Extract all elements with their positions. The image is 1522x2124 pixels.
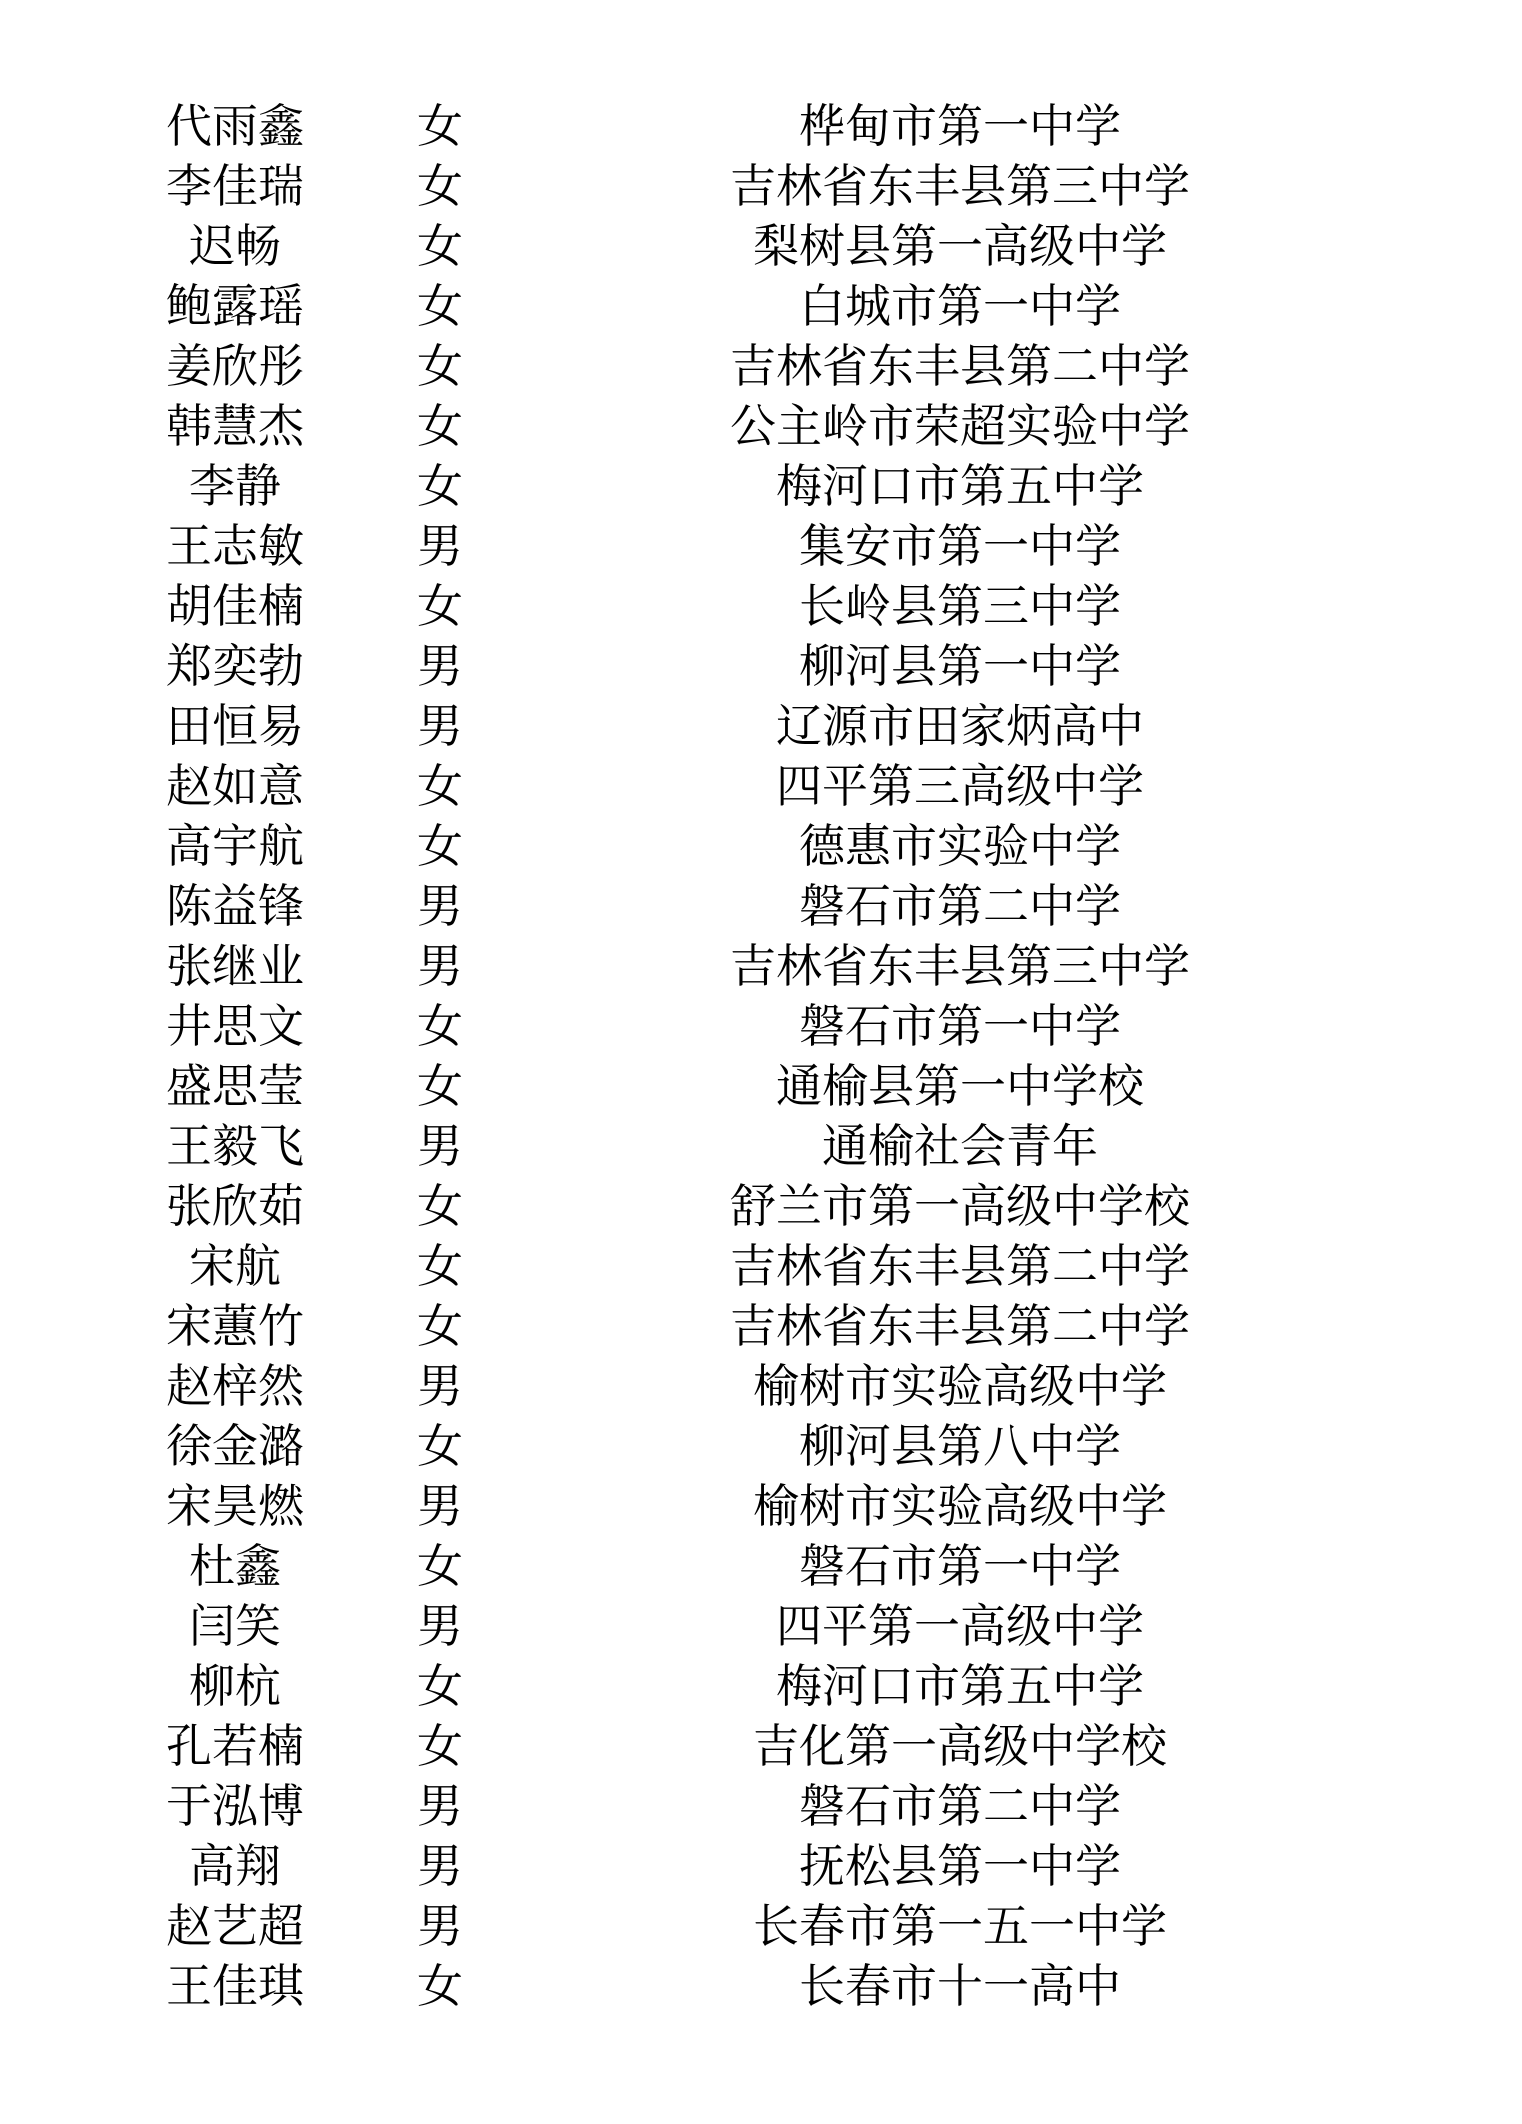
roster-row bbox=[0, 96, 1522, 156]
student-gender: 男 bbox=[417, 879, 463, 933]
student-school: 辽源市田家炳高中 bbox=[776, 699, 1144, 753]
student-school: 吉化第一高级中学校 bbox=[753, 1719, 1167, 1773]
student-name: 迟畅 bbox=[189, 219, 281, 273]
student-name: 张欣茹 bbox=[166, 1179, 304, 1233]
roster-row bbox=[0, 1716, 1522, 1776]
roster-row bbox=[0, 1416, 1522, 1476]
roster-row bbox=[0, 456, 1522, 516]
roster-row bbox=[0, 276, 1522, 336]
roster-row bbox=[0, 756, 1522, 816]
student-name: 盛思莹 bbox=[166, 1059, 304, 1113]
student-name: 赵艺超 bbox=[166, 1899, 304, 1953]
student-gender: 女 bbox=[417, 279, 463, 333]
roster-row bbox=[0, 576, 1522, 636]
student-gender: 女 bbox=[417, 1959, 463, 2013]
student-school: 长岭县第三中学 bbox=[799, 579, 1121, 633]
student-gender: 女 bbox=[417, 1419, 463, 1473]
student-name: 田恒易 bbox=[166, 699, 304, 753]
roster-row bbox=[0, 1836, 1522, 1896]
student-name: 王志敏 bbox=[166, 519, 304, 573]
student-gender: 男 bbox=[417, 639, 463, 693]
student-gender: 女 bbox=[417, 1539, 463, 1593]
roster-row bbox=[0, 636, 1522, 696]
student-gender: 男 bbox=[417, 1359, 463, 1413]
student-name: 赵梓然 bbox=[166, 1359, 304, 1413]
roster-row bbox=[0, 1896, 1522, 1956]
student-gender: 女 bbox=[417, 219, 463, 273]
student-gender: 女 bbox=[417, 1179, 463, 1233]
student-school: 榆树市实验高级中学 bbox=[753, 1479, 1167, 1533]
student-school: 桦甸市第一中学 bbox=[799, 99, 1121, 153]
roster-row bbox=[0, 876, 1522, 936]
student-name: 陈益锋 bbox=[166, 879, 304, 933]
student-school: 梅河口市第五中学 bbox=[776, 1659, 1144, 1713]
student-gender: 男 bbox=[417, 1899, 463, 1953]
student-gender: 男 bbox=[417, 1119, 463, 1173]
student-gender: 男 bbox=[417, 699, 463, 753]
student-school: 公主岭市荣超实验中学 bbox=[730, 399, 1190, 453]
student-school: 柳河县第一中学 bbox=[799, 639, 1121, 693]
student-school: 舒兰市第一高级中学校 bbox=[730, 1179, 1190, 1233]
student-school: 抚松县第一中学 bbox=[799, 1839, 1121, 1893]
roster-row bbox=[0, 1776, 1522, 1836]
student-school: 梨树县第一高级中学 bbox=[753, 219, 1167, 273]
student-school: 磐石市第二中学 bbox=[799, 1779, 1121, 1833]
roster-row bbox=[0, 396, 1522, 456]
student-gender: 女 bbox=[417, 1059, 463, 1113]
student-name: 杜鑫 bbox=[189, 1539, 281, 1593]
roster-row bbox=[0, 1356, 1522, 1416]
student-name: 井思文 bbox=[166, 999, 304, 1053]
student-name: 韩慧杰 bbox=[166, 399, 304, 453]
student-name: 李佳瑞 bbox=[166, 159, 304, 213]
student-school: 磐石市第一中学 bbox=[799, 999, 1121, 1053]
roster-row bbox=[0, 516, 1522, 576]
student-school: 四平第一高级中学 bbox=[776, 1599, 1144, 1653]
roster-row bbox=[0, 696, 1522, 756]
student-name: 柳杭 bbox=[189, 1659, 281, 1713]
student-school: 长春市第一五一中学 bbox=[753, 1899, 1167, 1953]
student-name: 王毅飞 bbox=[166, 1119, 304, 1173]
student-name: 宋蕙竹 bbox=[166, 1299, 304, 1353]
student-name: 闫笑 bbox=[189, 1599, 281, 1653]
roster-row bbox=[0, 996, 1522, 1056]
roster-row bbox=[0, 1536, 1522, 1596]
student-roster bbox=[0, 96, 1522, 2016]
roster-row bbox=[0, 936, 1522, 996]
student-name: 宋昊燃 bbox=[166, 1479, 304, 1533]
student-school: 吉林省东丰县第二中学 bbox=[730, 339, 1190, 393]
student-school: 德惠市实验中学 bbox=[799, 819, 1121, 873]
student-school: 通榆社会青年 bbox=[822, 1119, 1098, 1173]
roster-row bbox=[0, 1596, 1522, 1656]
roster-row bbox=[0, 1056, 1522, 1116]
roster-row bbox=[0, 1296, 1522, 1356]
student-school: 白城市第一中学 bbox=[799, 279, 1121, 333]
student-name: 赵如意 bbox=[166, 759, 304, 813]
student-school: 四平第三高级中学 bbox=[776, 759, 1144, 813]
roster-row bbox=[0, 1656, 1522, 1716]
student-school: 梅河口市第五中学 bbox=[776, 459, 1144, 513]
student-gender: 女 bbox=[417, 759, 463, 813]
student-school: 榆树市实验高级中学 bbox=[753, 1359, 1167, 1413]
student-school: 集安市第一中学 bbox=[799, 519, 1121, 573]
student-gender: 男 bbox=[417, 1839, 463, 1893]
student-gender: 男 bbox=[417, 939, 463, 993]
student-gender: 女 bbox=[417, 579, 463, 633]
student-name: 王佳琪 bbox=[166, 1959, 304, 2013]
student-school: 吉林省东丰县第三中学 bbox=[730, 159, 1190, 213]
student-school: 长春市十一高中 bbox=[799, 1959, 1121, 2013]
student-gender: 女 bbox=[417, 819, 463, 873]
student-name: 高翔 bbox=[189, 1839, 281, 1893]
student-name: 于泓博 bbox=[166, 1779, 304, 1833]
student-gender: 女 bbox=[417, 1719, 463, 1773]
student-name: 姜欣彤 bbox=[166, 339, 304, 393]
student-school: 吉林省东丰县第二中学 bbox=[730, 1299, 1190, 1353]
student-gender: 女 bbox=[417, 1659, 463, 1713]
student-gender: 男 bbox=[417, 519, 463, 573]
student-gender: 男 bbox=[417, 1479, 463, 1533]
roster-row bbox=[0, 1476, 1522, 1536]
student-name: 代雨鑫 bbox=[166, 99, 304, 153]
roster-row bbox=[0, 336, 1522, 396]
roster-row bbox=[0, 816, 1522, 876]
student-name: 胡佳楠 bbox=[166, 579, 304, 633]
student-school: 吉林省东丰县第二中学 bbox=[730, 1239, 1190, 1293]
student-gender: 女 bbox=[417, 1299, 463, 1353]
student-name: 徐金潞 bbox=[166, 1419, 304, 1473]
student-school: 通榆县第一中学校 bbox=[776, 1059, 1144, 1113]
student-name: 高宇航 bbox=[166, 819, 304, 873]
roster-row bbox=[0, 156, 1522, 216]
student-gender: 女 bbox=[417, 99, 463, 153]
student-gender: 女 bbox=[417, 1239, 463, 1293]
student-name: 郑奕勃 bbox=[166, 639, 304, 693]
student-name: 李静 bbox=[189, 459, 281, 513]
student-name: 孔若楠 bbox=[166, 1719, 304, 1773]
student-gender: 女 bbox=[417, 399, 463, 453]
roster-row bbox=[0, 1236, 1522, 1296]
student-gender: 女 bbox=[417, 459, 463, 513]
roster-row bbox=[0, 1176, 1522, 1236]
student-name: 张继业 bbox=[166, 939, 304, 993]
student-school: 磐石市第一中学 bbox=[799, 1539, 1121, 1593]
student-gender: 女 bbox=[417, 159, 463, 213]
student-gender: 女 bbox=[417, 339, 463, 393]
student-school: 柳河县第八中学 bbox=[799, 1419, 1121, 1473]
student-gender: 男 bbox=[417, 1779, 463, 1833]
student-school: 吉林省东丰县第三中学 bbox=[730, 939, 1190, 993]
student-gender: 女 bbox=[417, 999, 463, 1053]
student-name: 鲍露瑶 bbox=[166, 279, 304, 333]
roster-row bbox=[0, 216, 1522, 276]
student-school: 磐石市第二中学 bbox=[799, 879, 1121, 933]
roster-row bbox=[0, 1956, 1522, 2016]
student-name: 宋航 bbox=[189, 1239, 281, 1293]
roster-row bbox=[0, 1116, 1522, 1176]
student-gender: 男 bbox=[417, 1599, 463, 1653]
